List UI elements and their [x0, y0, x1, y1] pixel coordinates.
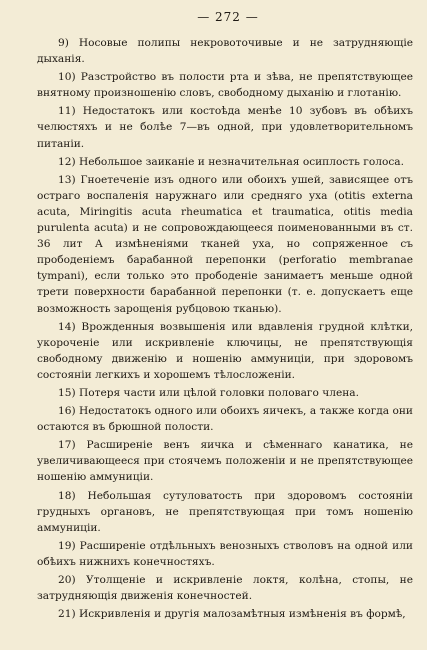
- paragraph-20: 20) Утолщеніе и искривленіе локтя, колѣна, стопы, не затрудняющія движенія конечностей.: [37, 574, 413, 603]
- paragraph-13: 13) Гноетеченіе изъ одного или обоихъ ушей, зависящее отъ остраго воспаленія наружнаго или средняго уха (otitis externa acuta, Miringitis acuta rheumatica et traumatica, otitis media purulenta acuta) и не сопровождающееся поименованными въ ст. 36 лит А измѣненіями тканей уха, но сопряженное съ прободеніемъ барабанной перепонки (perforatio membranae tympani), если только это прободеніе занимаетъ меньше одной трети поверхности барабанной перепонки (т. е. допускаетъ еще возможность зарощенія рубцовою тканью).: [37, 173, 413, 315]
- paragraph-19: 19) Расширеніе отдѣльныхъ венозныхъ стволовъ на одной или обѣихъ нижнихъ конечностяхъ.: [37, 539, 413, 568]
- paragraph-21: 21) Искривленія и другія малозамѣтныя измѣненія въ формѣ,: [58, 608, 406, 621]
- paragraph-17: 17) Расширеніе венъ яичка и сѣменнаго канатика, не увеличивающееся при стоячемъ положеніи и не препятствующее ношенію аммуниціи.: [37, 439, 413, 484]
- paragraph-12: 12) Небольшое заиканіе и незначительная осиплость голоса.: [58, 155, 404, 168]
- paragraph-16: 16) Недостатокъ одного или обоихъ яичекъ, а также когда они остаются въ брюшной полости.: [37, 405, 413, 434]
- paragraph-14: 14) Врожденныя возвышенія или вдавленія грудной клѣтки, укороченіе или искривленіе ключицы, не препятствующія свободному движенію и ношенію аммуниціи, при здоровомъ состояніи легкихъ и хорошемъ тѣлосложеніи.: [37, 320, 413, 381]
- paragraph-11: 11) Недостатокъ или костоѣда менѣе 10 зубовъ въ обѣихъ челюстяхъ и не болѣе 7—въ одной, при удовлетворительномъ питаніи.: [37, 105, 413, 150]
- paragraph-18: 18) Небольшая сутуловатость при здоровомъ состояніи грудныхъ органовъ, не препятствующая при томъ ношенію аммуниціи.: [37, 489, 413, 534]
- paragraph-10: 10) Разстройство въ полости рта и зѣва, не препятствующее внятному произношенію словъ, свободному дыханію и глотанію.: [37, 71, 413, 100]
- paragraph-9: 9) Носовые полипы некровоточивые и не затрудняющіе дыханія.: [37, 37, 413, 66]
- page-number: — 272 —: [197, 10, 259, 24]
- paragraph-15: 15) Потеря части или цѣлой головки половаго члена.: [58, 386, 359, 399]
